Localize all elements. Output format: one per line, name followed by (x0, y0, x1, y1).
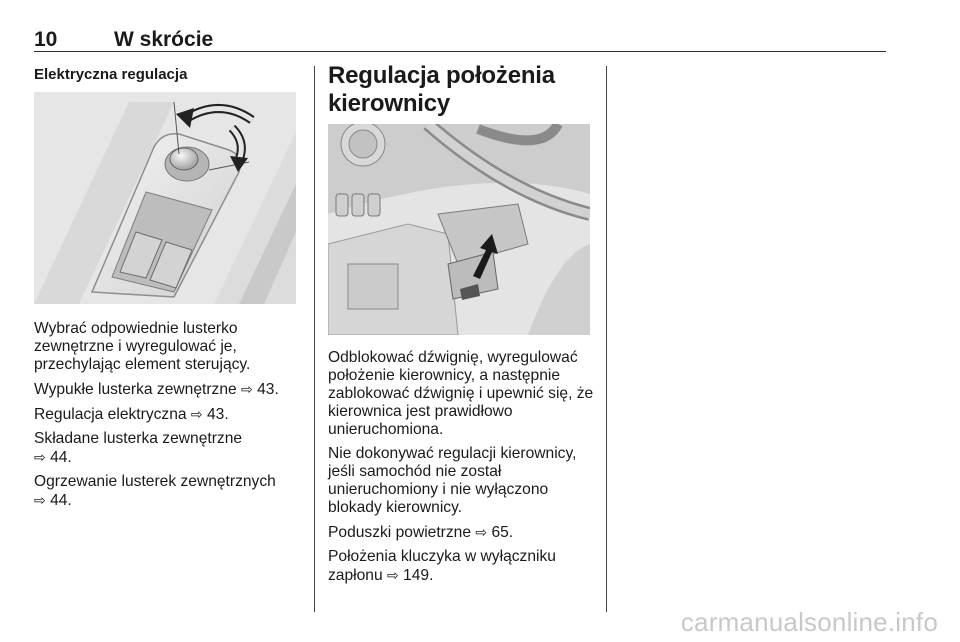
middle-body (328, 349, 598, 591)
page-ref-link[interactable]: 65. (491, 524, 514, 541)
paragraph: Odblokować dźwignię, wyregulować położenie kierownicy, a następnie zablokować dźwignię i upewnić się, że kierownica jest prawidłowo unieruchomiona. (328, 349, 594, 438)
page-ref-link[interactable]: 43. (257, 381, 279, 398)
paragraph: Wypukłe lusterka zewnętrzne ⇨ 43. (34, 381, 279, 398)
middle-column (328, 62, 590, 118)
paragraph: Składane lusterka zewnętrzne ⇨ 44. (34, 430, 243, 466)
mirror-control-drawing (34, 92, 296, 304)
xref-arrow-icon: ⇨ (475, 524, 488, 540)
column-divider-2 (606, 66, 607, 612)
paragraph: Poduszki powietrzne ⇨ 65. (328, 524, 514, 541)
paragraph: Ogrzewanie lusterek zewnętrznych ⇨ 44. (34, 473, 276, 509)
paragraph: Położenia kluczyka w wyłączniku zapłonu ⇨ 149. (328, 548, 556, 584)
left-heading: Elektryczna regulacja (34, 66, 188, 83)
steering-drawing (328, 124, 590, 335)
paragraph: Wybrać odpowiednie lusterko zewnętrzne i wyregulować je, przechylając element sterujący. (34, 320, 251, 373)
steering-adjustment-illustration (328, 124, 590, 335)
page-header (34, 28, 886, 52)
column-divider-1 (314, 66, 315, 612)
mirror-control-illustration (34, 92, 296, 304)
page-ref-link[interactable]: 149. (403, 567, 434, 584)
xref-arrow-icon: ⇨ (34, 449, 46, 465)
page-ref-link[interactable]: 44. (50, 492, 72, 509)
xref-arrow-icon: ⇨ (34, 492, 46, 508)
left-body (34, 320, 309, 516)
middle-heading: Regulacja położenia kierownicy (328, 62, 555, 117)
paragraph: Nie dokonywać regulacji kierownicy, jeśli samochód nie został unieruchomiony i nie wyłączono blokady kierownicy. (328, 445, 577, 516)
page-number: 10 (34, 28, 58, 51)
paragraph: Regulacja elektryczna ⇨ 43. (34, 406, 229, 423)
watermark: carmanualsonline.info (680, 607, 938, 637)
left-column (34, 62, 296, 83)
section-title: W skrócie (114, 28, 214, 51)
page-ref-link[interactable]: 44. (50, 449, 72, 466)
header-rule (34, 51, 886, 52)
xref-arrow-icon: ⇨ (190, 406, 203, 422)
page-ref-link[interactable]: 43. (206, 406, 229, 423)
xref-arrow-icon: ⇨ (386, 567, 399, 583)
xref-arrow-icon: ⇨ (241, 381, 253, 397)
